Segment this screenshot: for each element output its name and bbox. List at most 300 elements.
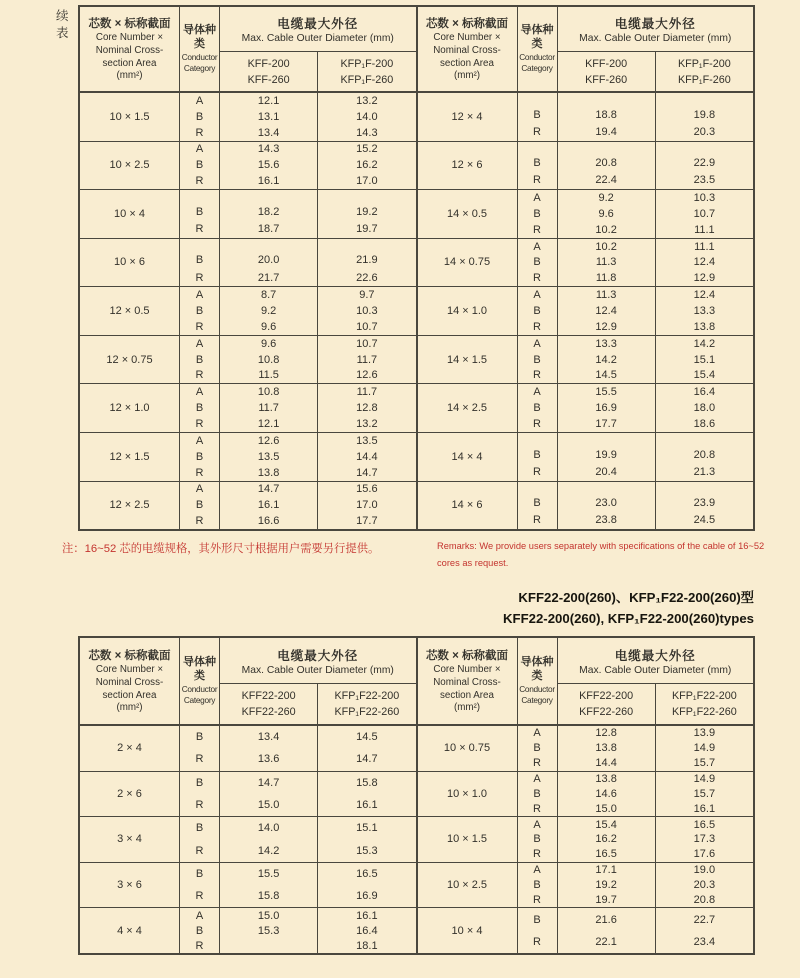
kff-column [558,908,656,953]
conductor-category-value: B [533,108,541,121]
conductor-header-en: Category [521,62,553,73]
spec-header-cell [418,638,518,724]
kff-diameter-value: 8.7 [260,289,277,302]
conductor-category-value: R [533,465,541,478]
kfp-diameter-value: 13.2 [356,94,378,107]
model-label: KFF-200 [247,57,290,70]
kff-diameter-value: 16.2 [595,833,617,846]
kff-diameter-value: 19.9 [595,448,617,461]
spec-header-en: section Area [102,689,157,701]
model-column-header-kff [220,52,317,91]
kff-diameter-value: 15.0 [257,909,280,922]
model-header-row [558,684,754,724]
cat-column [518,384,558,432]
kff-column [558,239,656,287]
kff-diameter-value: 13.1 [257,110,280,123]
kff-diameter-value: 11.7 [258,402,279,415]
cat-column [180,93,220,141]
model-label: KFP₁F-200 [677,57,731,70]
kff-diameter-value: 22.4 [595,174,617,187]
spec-header-zh: 芯数 × 标称截面 [88,18,171,31]
kff-diameter-value: 15.6 [257,159,280,172]
core-size-value: 2 × 6 [80,772,180,817]
conductor-category-value: B [195,822,204,835]
kff-diameter-value: 13.6 [257,753,280,766]
kff-column [220,93,318,141]
spec-row-group [418,771,754,817]
table-header [80,7,753,93]
cat-column [518,190,558,238]
kff-diameter-value: 16.5 [595,848,617,861]
spec-row-group [80,141,416,190]
conductor-category-value: B [195,353,204,366]
kfp-diameter-value: 18.0 [693,402,716,415]
model-column-header-kff [558,684,655,724]
kfp-diameter-value: 22.7 [693,913,716,926]
kfp-diameter-value: 15.1 [693,353,716,366]
conductor-category-value: R [195,126,204,139]
diameter-title-en: Max. Cable Outer Diameter (mm) [241,33,394,45]
remark-note-zh: 注：16~52 芯的电缆规格，其外形尺寸根据用户需要另行提供。 [62,543,380,555]
core-size-value: 10 × 1.5 [80,93,180,141]
diameter-header-title [558,638,754,684]
spec-header-en: Nominal Cross- [433,676,501,688]
kfp-diameter-value: 17.0 [356,175,378,188]
core-size-value: 4 × 4 [80,908,180,953]
kfp-diameter-value: 16.4 [356,924,378,937]
kff-diameter-value: 15.4 [595,818,617,831]
remark-note-en-line: Remarks: We provide users separately with specifications of the cable of 16~52 [437,541,765,551]
kfp-diameter-value: 16.1 [356,799,378,812]
cat-column [180,863,220,908]
kfp-diameter-value: 15.3 [356,844,378,857]
conductor-category-value: A [195,337,204,350]
kff-column [220,190,318,238]
core-size-value: 10 × 4 [80,190,180,238]
table-body-left-half [80,726,416,953]
kfp-diameter-value: 23.9 [693,497,716,510]
table-body-left-half [80,93,416,529]
spec-row-group [80,907,416,953]
kfp-diameter-value: 11.1 [694,240,715,253]
spec-header-cell [80,7,180,91]
kfp-diameter-value: 11.7 [356,386,378,399]
kff-diameter-value: 20.0 [257,254,280,267]
kfp-diameter-value: 22.9 [693,157,716,170]
core-size-value: 10 × 0.75 [418,726,518,771]
kfp-diameter-value: 19.8 [693,108,716,121]
kfp-diameter-value: 11.1 [694,223,715,236]
diameter-title-zh: 电缆最大外径 [277,648,359,663]
kff-column [558,384,656,432]
table-body [80,93,753,529]
kff-column [558,863,656,908]
kff-diameter-value: 20.4 [595,465,617,478]
spec-header-unit: (mm²) [116,702,143,714]
kff-diameter-value: 12.4 [595,305,617,318]
conductor-category-value: A [195,434,204,447]
kfp-diameter-value: 19.0 [693,864,716,877]
kff-diameter-value: 12.1 [257,94,280,107]
diameter-header-cell [558,7,754,91]
kff-diameter-value: 13.8 [595,742,617,755]
kff-column [220,287,318,335]
diameter-header-title [220,638,416,684]
conductor-category-value: B [533,833,541,846]
cat-column [518,239,558,287]
cat-column [518,336,558,384]
spec-header-cell [80,638,180,724]
conductor-header-zh: 类 [194,37,205,50]
kfp-column [656,908,753,953]
kff-column [558,190,656,238]
kfp-diameter-value: 13.8 [693,320,716,333]
kfp-diameter-value: 14.9 [693,773,716,786]
kfp-diameter-value: 14.2 [693,337,716,350]
kfp-diameter-value: 10.7 [356,337,378,350]
kfp-diameter-value: 15.6 [356,483,378,496]
kff-diameter-value: 9.6 [598,207,614,220]
kfp-diameter-value: 14.9 [693,742,716,755]
kfp-diameter-value: 12.4 [693,256,716,269]
kfp-diameter-value: 18.1 [356,939,378,952]
kfp-column [656,384,753,432]
core-size-value: 14 × 0.75 [418,239,518,287]
kff-column [220,142,318,190]
spec-row-group [80,771,416,817]
kfp-diameter-value: 9.7 [359,289,375,302]
kfp-column [656,287,753,335]
cat-column [180,908,220,953]
header-left-half [80,638,416,724]
conductor-category-value: A [533,727,541,740]
kff-column [220,908,318,953]
kff-diameter-value: 13.4 [257,126,280,139]
core-size-value: 10 × 2.5 [80,142,180,190]
conductor-category-value: A [533,192,541,205]
conductor-category-value: B [195,305,204,318]
spec-header-en: Core Number × [95,32,164,44]
conductor-category-value: B [533,402,541,415]
spec-row-group [80,238,416,287]
kfp-diameter-value: 13.9 [693,727,716,740]
spec-row-group [418,816,754,862]
conductor-header-zh: 类 [194,669,205,682]
kff-diameter-value: 14.0 [257,822,280,835]
kff-column [558,287,656,335]
conductor-category-value: R [195,369,204,382]
kff-column [220,726,318,771]
kfp-column [318,190,415,238]
core-size-value: 14 × 6 [418,482,518,530]
conductor-category-value: R [195,223,204,236]
diameter-title-en: Max. Cable Outer Diameter (mm) [579,33,732,45]
kfp-diameter-value: 14.3 [356,126,378,139]
model-label: KFF22-260 [579,706,634,719]
conductor-category-value: B [533,879,541,892]
kfp-column [318,817,415,862]
spec-row-group [418,238,754,287]
core-size-value: 14 × 0.5 [418,190,518,238]
conductor-category-value: R [533,418,541,431]
kfp-diameter-value: 15.7 [693,757,716,770]
kff-diameter-value: 19.4 [595,125,617,138]
kfp-diameter-value: 10.7 [356,320,378,333]
kfp-diameter-value: 13.5 [356,434,378,447]
spec-header-en: section Area [440,57,494,69]
spec-header-unit: (mm²) [453,702,481,714]
conductor-category-value: A [533,773,541,786]
conductor-category-value: A [195,386,204,399]
spec-row-group [80,93,416,141]
diameter-header-cell [220,638,416,724]
kff-diameter-value: 11.5 [258,369,279,382]
kfp-column [656,726,753,771]
cat-column [518,772,558,817]
kfp-diameter-value: 17.3 [693,833,716,846]
conductor-header-cell [180,638,220,724]
kfp-column [656,93,753,141]
conductor-category-value: R [195,466,204,479]
kff-diameter-value: 21.6 [595,913,617,926]
spec-header-en: Nominal Cross- [95,44,164,56]
spec-row-group [418,286,754,335]
spec-header-en: Core Number × [95,664,164,676]
kff-column [558,726,656,771]
conductor-category-value: R [533,757,541,770]
kff-diameter-value: 14.2 [257,844,280,857]
conductor-category-value: R [195,890,204,903]
kfp-diameter-value: 15.8 [356,776,378,789]
kff-diameter-value: 16.9 [595,402,617,415]
kfp-diameter-value: 17.7 [356,515,378,528]
kfp-diameter-value: 14.7 [356,466,378,479]
kff-diameter-value: 11.8 [595,272,617,285]
cable-diameter-table-kff200 [78,5,755,531]
kff-diameter-value: 9.6 [260,337,277,350]
kff-column [220,482,318,530]
conductor-category-value: R [195,799,204,812]
kfp-diameter-value: 16.4 [693,386,716,399]
core-size-value: 10 × 2.5 [418,863,518,908]
table-body-right-half [416,93,754,529]
spec-header-zh: 芯数 × 标称截面 [425,650,509,663]
conductor-category-value: A [195,143,204,156]
conductor-category-value: R [533,802,541,815]
diameter-header-title [220,7,416,52]
model-label: KFP₁F22-260 [334,706,400,719]
model-label: KFF22-200 [579,690,634,703]
kff-diameter-value: 16.1 [257,499,280,512]
kff-diameter-value: 10.2 [595,223,617,236]
kff-column [220,817,318,862]
kff-diameter-value: 16.1 [257,175,280,188]
spec-header-unit: (mm²) [116,70,143,82]
conductor-category-value: A [533,337,541,350]
core-size-value: 12 × 1.0 [80,384,180,432]
kfp-diameter-value: 12.4 [693,289,716,302]
kff-diameter-value: 19.2 [595,879,617,892]
kff-column [220,433,318,481]
kff-diameter-value: 12.6 [257,434,280,447]
conductor-category-value: R [533,320,541,333]
conductor-category-value: R [533,125,541,138]
model-column-header-kfp [655,52,753,91]
kff-column [558,93,656,141]
model-label: KFF-260 [247,73,290,86]
conductor-category-value: A [195,94,204,107]
kff-diameter-value: 15.3 [257,924,280,937]
kff-diameter-value: 10.8 [257,386,280,399]
core-size-value: 12 × 0.75 [80,336,180,384]
kff-diameter-value: 23.0 [595,497,617,510]
model-label: KFF-200 [585,57,628,70]
section-title-zh: KFF22-200(260)、KFP₁F22-200(260)型 [518,590,754,605]
diameter-header-title [558,7,754,52]
conductor-category-value: A [195,483,204,496]
kfp-column [318,384,415,432]
conductor-header-zh: 导体种 [520,656,554,669]
continued-table-label: 续表 [56,9,69,40]
kff-diameter-value: 21.7 [257,271,280,284]
kff-diameter-value: 9.2 [260,305,277,318]
kfp-diameter-value: 10.7 [693,207,716,220]
cat-column [180,384,220,432]
conductor-category-value: R [533,848,541,861]
model-label: KFP₁F-260 [677,73,731,86]
kff-diameter-value: 18.2 [257,205,280,218]
model-column-header-kfp [655,684,753,724]
remark-note-en [437,538,764,571]
diameter-header-cell [558,638,754,724]
kfp-diameter-value: 10.3 [693,192,716,205]
kfp-diameter-value: 16.5 [356,867,378,880]
core-size-value: 2 × 4 [80,726,180,771]
spec-header-en: Core Number × [433,32,501,44]
kfp-column [318,482,415,530]
spec-row-group [418,862,754,908]
kff-diameter-value: 13.5 [257,450,280,463]
conductor-category-value: R [195,939,204,952]
spec-row-group [80,286,416,335]
kfp-column [656,772,753,817]
core-size-value: 14 × 2.5 [418,384,518,432]
kfp-column [318,726,415,771]
conductor-category-value: B [533,787,541,800]
kff-diameter-value: 13.8 [595,773,617,786]
conductor-header-zh: 导体种 [520,24,554,37]
kff-column [558,142,656,190]
model-header-row [558,52,754,91]
conductor-category-value: B [195,499,204,512]
kff-diameter-value: 14.2 [595,353,617,366]
kff-diameter-value: 22.1 [595,935,617,948]
kfp-column [656,142,753,190]
diameter-title-zh: 电缆最大外径 [277,17,359,32]
cat-column [180,433,220,481]
header-right-half [416,7,754,91]
kff-column [558,482,656,530]
diameter-title-zh: 电缆最大外径 [614,648,696,663]
spec-header-en: Core Number × [433,664,501,676]
model-column-header-kfp [317,52,415,91]
kfp-diameter-value: 14.4 [356,450,378,463]
cable-diameter-table-kff22 [78,636,755,955]
kfp-diameter-value: 12.8 [356,402,378,415]
core-size-value: 12 × 6 [418,142,518,190]
spec-row-group [418,141,754,190]
cat-column [180,817,220,862]
kfp-diameter-value: 10.3 [356,305,378,318]
spec-row-group [418,383,754,432]
kfp-diameter-value: 13.3 [693,305,716,318]
model-label: KFP₁F22-200 [671,690,737,703]
conductor-category-value: B [195,110,204,123]
kff-diameter-value: 15.5 [257,867,280,880]
conductor-header-zh: 导体种 [183,656,216,669]
conductor-category-value: B [195,205,204,218]
cat-column [518,908,558,953]
conductor-category-value: A [195,909,204,922]
core-size-value: 10 × 4 [418,908,518,953]
model-label: KFF22-260 [241,706,296,719]
kfp-diameter-value: 14.7 [356,753,378,766]
conductor-category-value: B [533,256,541,269]
table-body [80,726,753,953]
kfp-diameter-value: 17.0 [356,499,378,512]
model-label: KFF-260 [585,73,628,86]
cat-column [518,433,558,481]
core-size-value: 10 × 1.5 [418,817,518,862]
conductor-header-cell [518,638,558,724]
kff-diameter-value: 10.2 [595,240,617,253]
conductor-category-value: A [533,386,541,399]
conductor-category-value: A [533,289,541,302]
kff-diameter-value: 14.5 [595,369,617,382]
kff-diameter-value: 11.3 [595,289,617,302]
kfp-diameter-value: 18.6 [693,418,716,431]
kff-diameter-value: 12.8 [595,727,617,740]
conductor-category-value: B [195,924,204,937]
kff-diameter-value: 10.8 [257,353,280,366]
kfp-diameter-value: 12.6 [356,369,378,382]
conductor-category-value: B [195,776,204,789]
model-label: KFP₁F-260 [340,73,394,86]
kfp-diameter-value: 20.3 [693,879,716,892]
cat-column [518,863,558,908]
diameter-header-cell [220,7,416,91]
kfp-diameter-value: 14.5 [356,731,378,744]
conductor-header-en: Conductor [181,683,218,694]
conductor-category-value: R [533,935,541,948]
kfp-column [656,482,753,530]
section-title [503,587,754,629]
kfp-diameter-value: 23.5 [693,174,716,187]
model-column-header-kff [558,52,655,91]
kff-column [220,336,318,384]
kff-diameter-value: 13.4 [257,731,280,744]
spec-header-en: Nominal Cross- [433,44,501,56]
spec-row-group [418,481,754,530]
conductor-header-en: Conductor [181,51,218,62]
diameter-title-zh: 电缆最大外径 [614,17,696,32]
kff-diameter-value: 15.5 [595,386,617,399]
spec-header-zh: 芯数 × 标称截面 [425,18,509,31]
kff-diameter-value: 16.6 [257,515,280,528]
conductor-category-value: A [533,240,541,253]
conductor-header-cell [518,7,558,91]
cat-column [518,482,558,530]
